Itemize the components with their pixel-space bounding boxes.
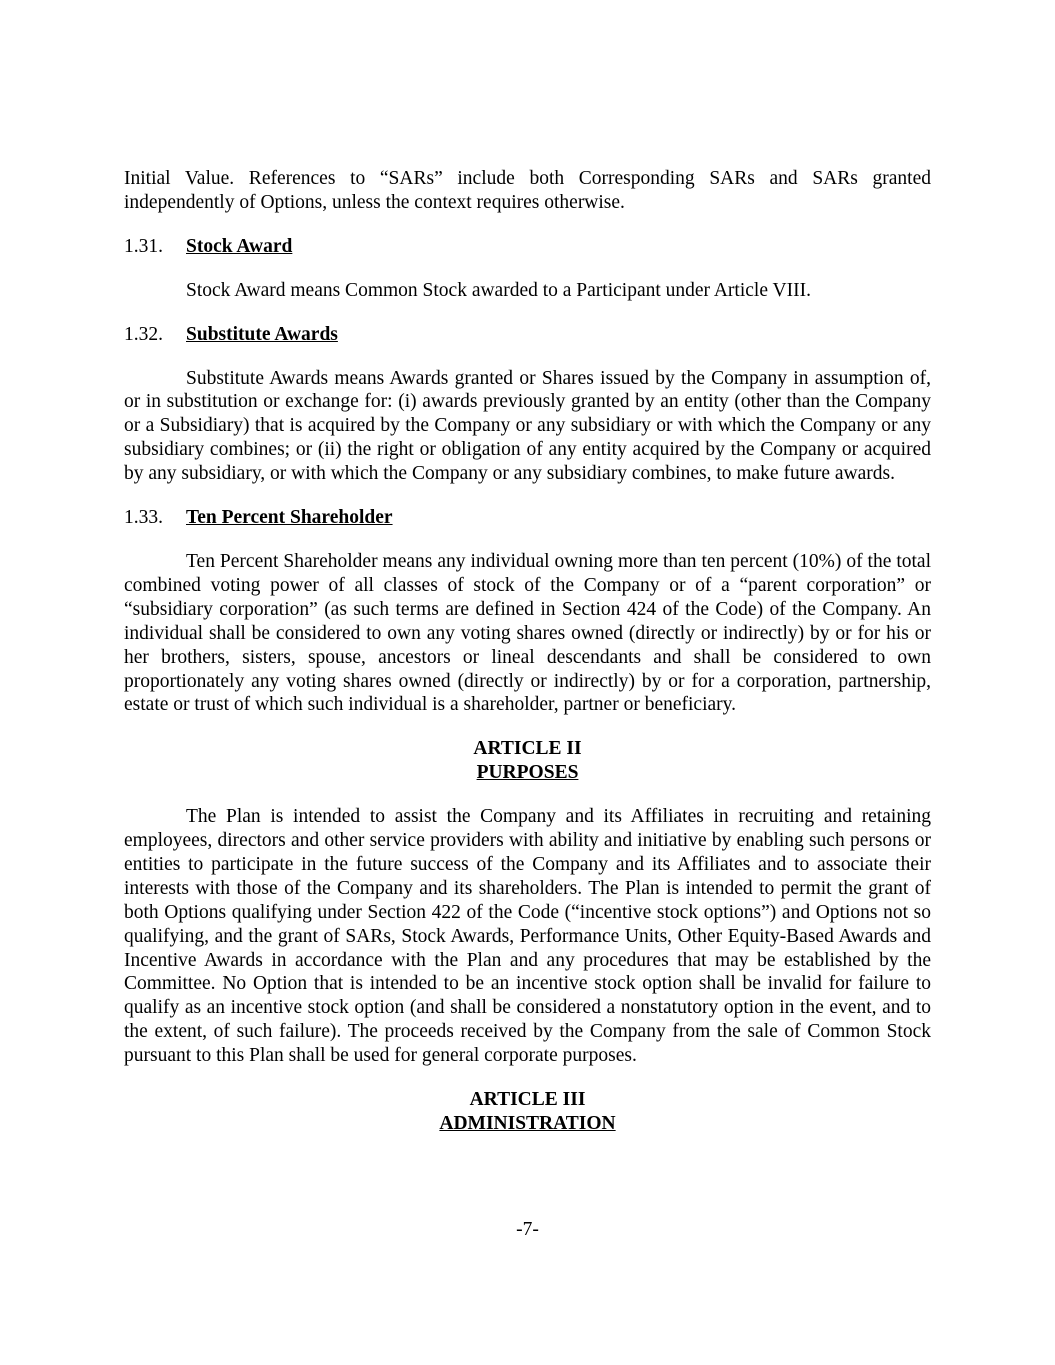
section-number: 1.31. xyxy=(124,235,163,257)
article-heading-iii xyxy=(124,1088,931,1136)
section-heading-1-33 xyxy=(124,506,931,530)
article-title: ADMINISTRATION xyxy=(439,1113,616,1134)
article-number: ARTICLE II xyxy=(473,738,582,760)
section-body: Ten Percent Shareholder means any individual owning more than ten percent (10%) of the total combined voting power of all classes of stock of the Company or of a “parent corporation” or “subsidiary corporation” (as such terms are defined in Section 424 of the Code) of the Company. An individual shall be considered to own any voting shares owned (directly or indirectly) by or for his or her brothers, sisters, spouse, ancestors or lineal descendants and shall be considered to own proportionately any voting shares owned (directly or indirectly) by or for a corporation, partnership, estate or trust of which such individual is a shareholder, partner or beneficiary. xyxy=(124,550,931,716)
section-heading-1-31 xyxy=(124,235,931,259)
section-body: Substitute Awards means Awards granted or Shares issued by the Company in assumption of, or in substitution or exchange for: (i) awards previously granted by an entity (other than the Company or a Subsidiary) that is acquired by the Company or any subsidiary or with which the Company or any subsidiary combines; or (ii) the right or obligation of any entity acquired by the Company or acquired by any subsidiary, or with which the Company or any subsidiary combines, to make future awards. xyxy=(124,367,931,485)
section-number: 1.33. xyxy=(124,507,163,529)
article-heading-ii xyxy=(124,737,931,785)
section-body: Stock Award means Common Stock awarded to a Participant under Article VIII. xyxy=(186,279,811,301)
page-number: -7- xyxy=(516,1219,539,1240)
article-number: ARTICLE III xyxy=(469,1089,586,1111)
section-title: Ten Percent Shareholder xyxy=(186,507,393,529)
article-title: PURPOSES xyxy=(476,762,579,784)
section-title: Stock Award xyxy=(186,235,293,257)
article-body: The Plan is intended to assist the Company and its Affiliates in recruiting and retaining employees, directors and other service providers with ability and initiative by enabling such persons or entities to participate in the future success of the Company and its Affiliates and to associate their interests with those of the Company and its shareholders. The Plan is intended to permit the grant of both Options qualifying under Section 422 of the Code (“incentive stock options”) and Options not so qualifying, and the grant of SARs, Stock Awards, Performance Units, Other Equity-Based Awards and Incentive Awards in accordance with the Plan and any procedures that may be established by the Committee. No Option that is intended to be an incentive stock option shall be invalid for failure to qualify as an incentive stock option (and shall be considered a nonstatutory option in the event, and to the extent, of such failure). The proceeds received by the Company from the sale of Common Stock pursuant to this Plan shall be used for general corporate purposes. xyxy=(124,806,931,1067)
section-number: 1.32. xyxy=(124,323,163,345)
section-title: Substitute Awards xyxy=(186,323,338,345)
intro-paragraph: Initial Value. References to “SARs” include both Corresponding SARs and SARs granted independently of Options, unless the context requires otherwise. xyxy=(124,168,931,213)
section-heading-1-32 xyxy=(124,323,931,347)
document-page xyxy=(124,167,931,1156)
